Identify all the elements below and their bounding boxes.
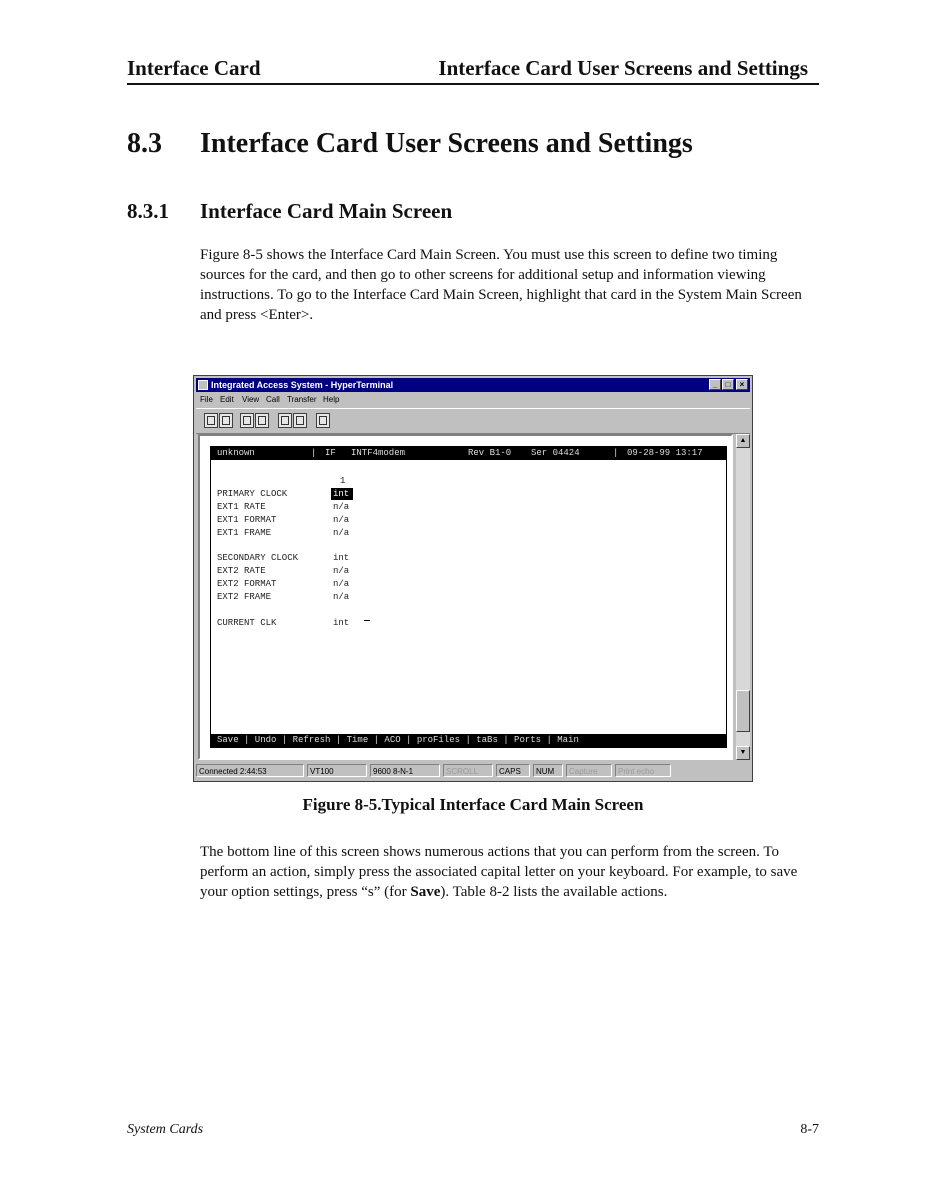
scroll-thumb[interactable] xyxy=(736,690,750,732)
terminal-frame xyxy=(198,434,733,760)
status-device: unknown xyxy=(217,448,255,458)
status-settings: 9600 8-N-1 xyxy=(370,764,440,777)
body-paragraph xyxy=(200,842,820,902)
status-card: IF xyxy=(325,448,336,458)
primary-clock-value[interactable]: int xyxy=(331,488,353,500)
row-label: EXT1 RATE xyxy=(217,502,266,512)
row-label: CURRENT CLK xyxy=(217,618,277,628)
status-connected: Connected 2:44:53 xyxy=(196,764,304,777)
subsection-number: 8.3.1 xyxy=(127,199,169,223)
body-text-part1: The bottom line of this screen shows numerous actions that you can perform from the screen. To perform an action, simply press the associated capital letter on your keyboard. For example, to save your option settings, press “s” (for xyxy=(200,844,798,900)
receive-file-icon[interactable] xyxy=(293,413,307,428)
running-header-left: Interface Card xyxy=(127,56,261,80)
row-value[interactable]: n/a xyxy=(333,579,350,589)
status-caps: CAPS xyxy=(496,764,530,777)
scroll-down-icon[interactable]: ▼ xyxy=(736,746,750,760)
terminal-action-line[interactable] xyxy=(211,734,726,747)
row-label: EXT2 RATE xyxy=(217,566,266,576)
subsection-title: Interface Card Main Screen xyxy=(200,199,453,223)
close-button[interactable]: × xyxy=(736,379,748,390)
status-emulation: VT100 xyxy=(307,764,367,777)
row-label: EXT1 FRAME xyxy=(217,528,272,538)
header-rule xyxy=(127,83,819,85)
body-text-bold: Save xyxy=(410,884,441,900)
status-scroll: SCROLL xyxy=(443,764,493,777)
terminal-status-line: unknown | IF INTF4modem Rev B1-0 Ser 04424 | 09-28-99 13:17 xyxy=(211,447,726,460)
open-icon[interactable] xyxy=(219,413,233,428)
row-value[interactable]: n/a xyxy=(333,528,350,538)
page-number: 8-7 xyxy=(800,1122,819,1137)
menu-view[interactable]: View xyxy=(242,395,260,404)
row-value[interactable]: n/a xyxy=(333,502,350,512)
menu-call[interactable]: Call xyxy=(266,395,280,404)
disconnect-icon[interactable] xyxy=(255,413,269,428)
row-value[interactable]: n/a xyxy=(333,592,350,602)
status-datetime: 09-28-99 13:17 xyxy=(627,448,703,458)
intro-paragraph: Figure 8-5 shows the Interface Card Main Screen. You must use this screen to define two timing sources for the card, and then go to other screens for additional setup and information viewing instructions. To go to the Interface Card Main Screen, highlight that card in the System Main Screen and press <Enter>. xyxy=(200,247,802,323)
column-header: 1 xyxy=(340,476,346,486)
status-num: NUM xyxy=(533,764,563,777)
window-titlebar[interactable] xyxy=(196,378,750,392)
row-value[interactable]: n/a xyxy=(333,566,350,576)
body-text-part2: ). Table 8-2 lists the available actions. xyxy=(440,884,668,900)
send-file-icon[interactable] xyxy=(278,413,292,428)
row-label: EXT2 FRAME xyxy=(217,592,272,602)
row-label: EXT1 FORMAT xyxy=(217,515,277,525)
minimize-button[interactable]: _ xyxy=(709,379,721,390)
connect-icon[interactable] xyxy=(240,413,254,428)
window-title: Integrated Access System - HyperTerminal xyxy=(211,380,394,390)
app-icon xyxy=(198,380,208,390)
menu-edit[interactable]: Edit xyxy=(220,395,234,404)
footer-left: System Cards xyxy=(127,1122,204,1137)
status-capture: Capture xyxy=(566,764,612,777)
status-print-echo: Print echo xyxy=(615,764,671,777)
row-label: SECONDARY CLOCK xyxy=(217,553,299,563)
hyperterminal-window xyxy=(193,375,753,782)
figure-caption: Figure 8-5.Typical Interface Card Main Screen xyxy=(302,795,644,814)
window-statusbar xyxy=(196,764,750,779)
running-header-right: Interface Card User Screens and Settings xyxy=(438,56,808,80)
terminal-screen[interactable] xyxy=(210,446,727,748)
vertical-scrollbar[interactable] xyxy=(736,434,750,760)
menu-help[interactable]: Help xyxy=(323,395,340,404)
row-label: EXT2 FORMAT xyxy=(217,579,277,589)
status-name: INTF4modem xyxy=(351,448,406,458)
toolbar xyxy=(196,408,750,434)
section-title: Interface Card User Screens and Settings xyxy=(200,128,693,159)
scroll-up-icon[interactable]: ▲ xyxy=(736,434,750,448)
menu-file[interactable]: File xyxy=(200,395,213,404)
menu-bar xyxy=(196,393,750,407)
row-label: PRIMARY CLOCK xyxy=(217,489,288,499)
row-value[interactable]: n/a xyxy=(333,515,350,525)
action-line-text: Save | Undo | Refresh | Time | ACO | proFiles | taBs | Ports | Main xyxy=(217,735,579,745)
text-cursor xyxy=(364,620,370,621)
new-connection-icon[interactable] xyxy=(204,413,218,428)
properties-icon[interactable] xyxy=(316,413,330,428)
status-ser: Ser 04424 xyxy=(531,448,580,458)
maximize-button[interactable]: □ xyxy=(722,379,734,390)
menu-transfer[interactable]: Transfer xyxy=(287,395,317,404)
status-rev: Rev B1-0 xyxy=(468,448,512,458)
row-value: int xyxy=(333,618,350,628)
section-number: 8.3 xyxy=(127,128,162,159)
row-value[interactable]: int xyxy=(333,553,350,563)
